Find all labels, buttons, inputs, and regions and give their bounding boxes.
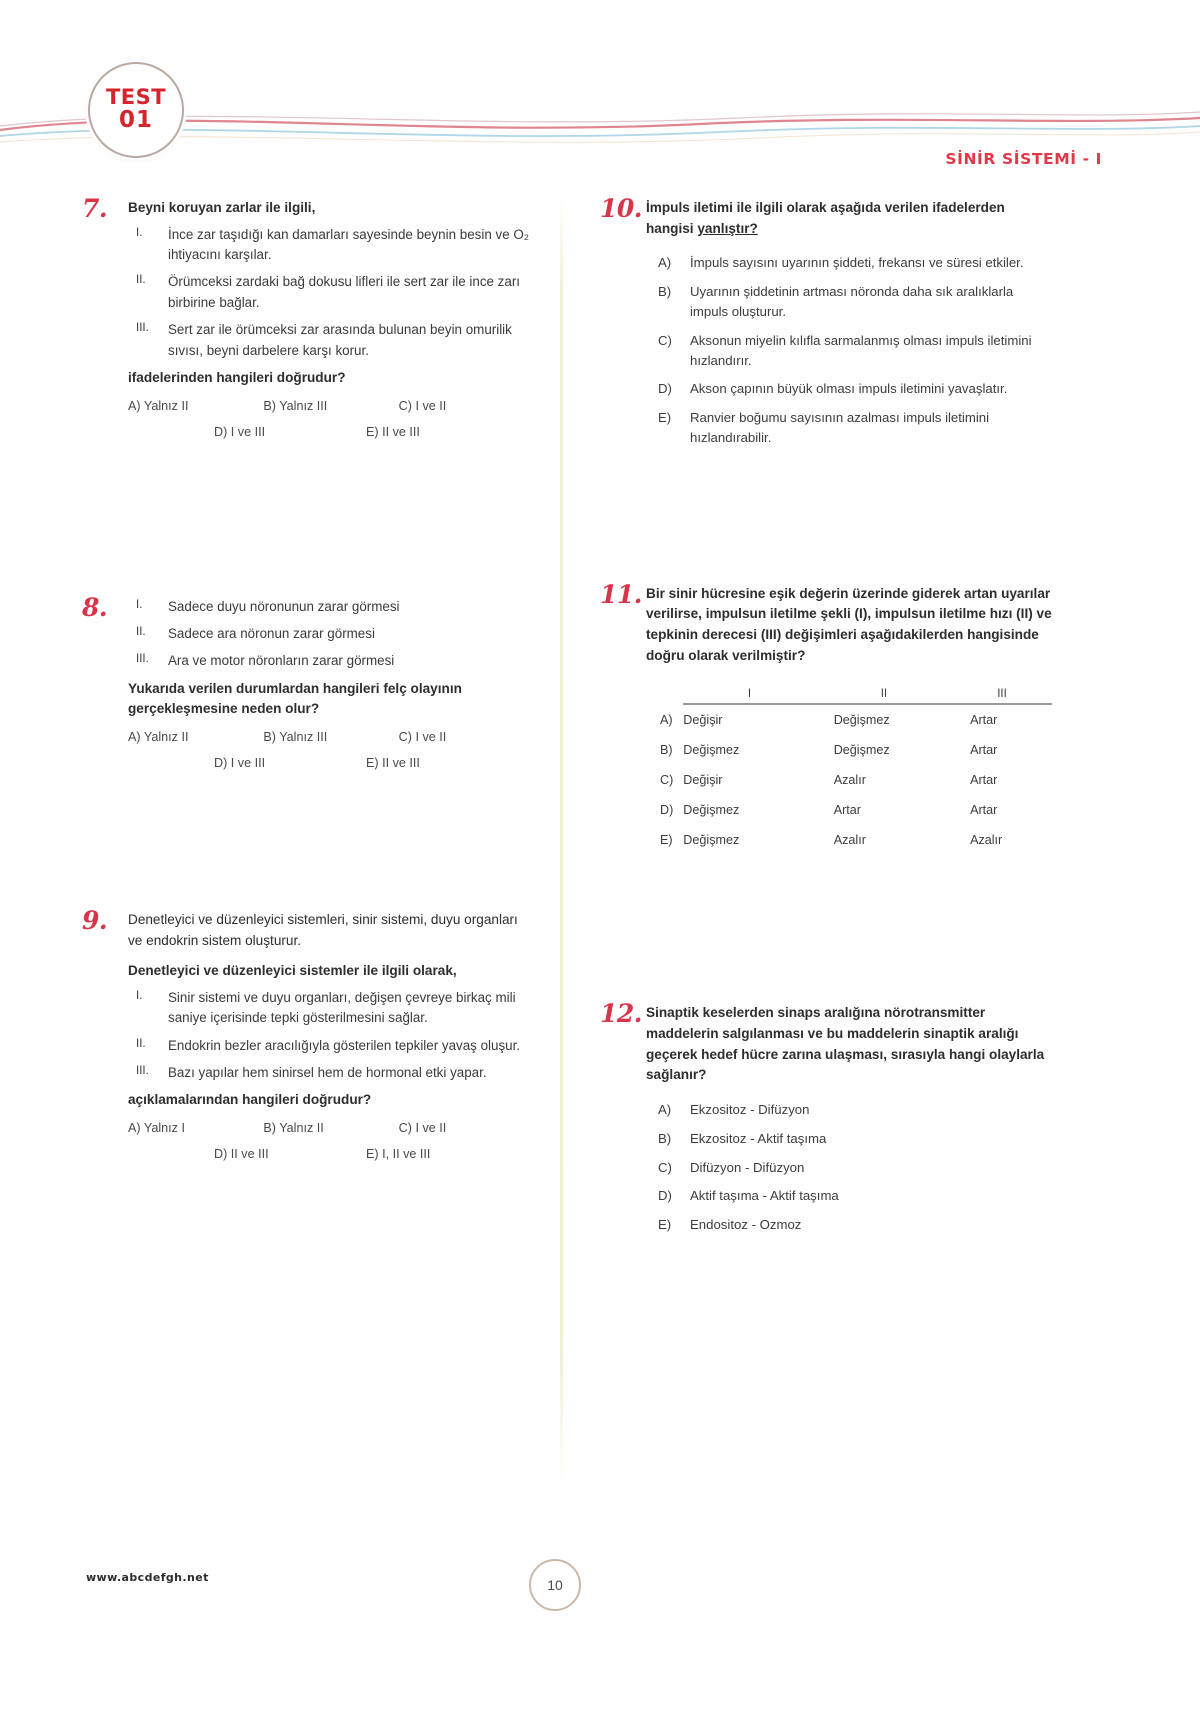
question-10-stem — [646, 198, 1052, 239]
row-label: E) — [660, 833, 673, 848]
question-9-statements — [128, 988, 534, 1084]
cell-i: Değişir — [683, 773, 723, 788]
statement-item — [128, 624, 534, 644]
roman-numeral: I. — [136, 989, 143, 1002]
table-header-iii: III — [952, 688, 1052, 704]
choice-label: A) — [658, 1101, 672, 1117]
statement-text: Sadece ara nöronun zarar görmesi — [168, 625, 375, 641]
table-header-ii: II — [816, 688, 952, 704]
choice-option-d[interactable] — [646, 1186, 1052, 1206]
choice-label: D) — [658, 1188, 672, 1204]
question-9-choices — [128, 1121, 534, 1161]
cell-ii: Azalır — [833, 773, 866, 788]
cell-ii: Artar — [833, 803, 861, 818]
question-11 — [600, 579, 1052, 856]
choice-label: A) — [658, 255, 672, 271]
choice-text: İmpuls sayısını uyarının şiddeti, frekansı ve süresi etkiler. — [690, 255, 1024, 271]
choice-option-b[interactable] — [646, 1129, 1052, 1149]
choice-option-e[interactable]: E) II ve III — [366, 424, 420, 439]
choice-option-a[interactable]: A) Yalnız II — [128, 398, 189, 413]
question-11-number: 11. — [600, 579, 642, 609]
choice-option-c[interactable] — [646, 1158, 1052, 1178]
question-11-stem: Bir sinir hücresine eşik değerin üzerinde giderek artan uyarılar verilirse, impulsun iletilme şekli (I), impulsun iletilme hızı (II) ve tepkinin derecesi (III) değişimleri aşağıdakilerden hangisinde doğru olarak verilmiştir? — [646, 585, 1052, 663]
row-label: A) — [660, 712, 673, 727]
statement-item — [128, 272, 534, 313]
cell-i: Değişmez — [683, 803, 740, 818]
question-10-stem-emphasis: yanlıştır? — [697, 220, 758, 236]
choice-text: Akson çapının büyük olması impuls iletimini yavaşlatır. — [690, 381, 1008, 397]
choice-text: Difüzyon - Difüzyon — [690, 1159, 805, 1175]
statement-text: Ara ve motor nöronların zarar görmesi — [168, 653, 395, 669]
question-12-stem: Sinaptik keselerden sinaps aralığına nörotransmitter maddelerin salgılanması ve bu maddelerin sinaptik aralığı geçerek hedef hücre zarına ulaşması, sırasıyla hangi olaylarla sağlanır? — [646, 1005, 1045, 1083]
choice-option-d[interactable]: D) II ve III — [214, 1147, 269, 1162]
statement-text: Sinir sistemi ve duyu organları, değişen çevreye birkaç mili saniye içerisinde tepki gösterilmesini sağlar. — [168, 989, 516, 1026]
roman-numeral: II. — [136, 274, 146, 287]
roman-numeral: I. — [136, 598, 143, 611]
table-header-i: I — [683, 688, 815, 704]
cell-ii: Değişmez — [833, 713, 890, 728]
cell-i: Değişir — [683, 713, 723, 728]
choice-option-d[interactable] — [646, 379, 1052, 399]
question-7-choices — [128, 399, 534, 439]
statement-text: Sadece duyu nöronunun zarar görmesi — [168, 598, 400, 614]
choice-text: Endositoz - Ozmoz — [690, 1217, 802, 1233]
column-divider — [560, 196, 563, 1486]
choice-option-a[interactable]: A) Yalnız II — [128, 730, 189, 744]
question-10-number: 10. — [600, 194, 642, 223]
choice-label: D) — [658, 381, 672, 397]
choice-text: Ranvier boğumu sayısının azalması impuls iletimini hızlandırabilir. — [690, 410, 990, 445]
left-column — [82, 194, 534, 1162]
question-11-answer-table — [658, 688, 1052, 855]
unit-title: SİNİR SİSTEMİ - I — [945, 150, 1102, 168]
cell-i: Değişmez — [683, 833, 740, 848]
question-9-number: 9. — [82, 906, 108, 935]
question-7 — [82, 194, 534, 439]
question-8-choices — [128, 730, 534, 770]
choice-label: B) — [658, 284, 672, 300]
question-10-choices — [646, 253, 1052, 447]
choice-label: B) — [658, 1130, 672, 1146]
website-url: www.abcdefgh.net — [86, 1571, 209, 1584]
row-label: C) — [660, 773, 674, 788]
question-8-statements — [128, 597, 534, 672]
question-9-closing: açıklamalarından hangileri doğrudur? — [128, 1092, 372, 1108]
question-7-number: 7. — [82, 194, 108, 223]
choice-option-b[interactable]: B) Yalnız II — [263, 1121, 324, 1136]
page-number: 10 — [529, 1559, 581, 1611]
question-7-closing: ifadelerinden hangileri doğrudur? — [128, 369, 346, 385]
statement-item — [128, 225, 534, 266]
choice-option-e[interactable]: E) II ve III — [366, 756, 420, 770]
cell-iii: Artar — [970, 773, 998, 788]
test-badge-word: TEST — [105, 85, 167, 110]
choice-option-a[interactable] — [646, 1100, 1052, 1120]
table-row[interactable] — [658, 735, 1052, 765]
statement-item — [128, 1036, 534, 1056]
question-9 — [82, 906, 534, 1162]
roman-numeral: III. — [136, 1065, 149, 1078]
choice-option-c[interactable] — [646, 331, 1052, 371]
choice-option-c[interactable]: C) I ve II — [398, 398, 447, 413]
test-badge-number: 01 — [118, 107, 153, 134]
roman-numeral: III. — [136, 322, 149, 335]
test-badge — [88, 62, 184, 158]
cell-ii: Değişmez — [833, 743, 890, 758]
statement-item — [128, 988, 534, 1029]
right-column — [600, 194, 1052, 1244]
row-label: B) — [660, 743, 673, 758]
statement-text: İnce zar taşıdığı kan damarları sayesinde beynin besin ve O₂ ihtiyacını karşılar. — [168, 226, 529, 263]
choice-option-d[interactable]: D) I ve III — [214, 756, 266, 770]
cell-i: Değişmez — [683, 743, 740, 758]
question-10-stem-text: İmpuls iletimi ile ilgili olarak aşağıda verilen ifadelerden hangisi — [646, 200, 1005, 236]
choice-option-b[interactable]: B) Yalnız III — [263, 730, 328, 744]
choice-option-e[interactable] — [646, 1215, 1052, 1235]
choice-option-a[interactable]: A) Yalnız I — [128, 1121, 185, 1136]
roman-numeral: II. — [136, 625, 146, 638]
statement-text: Endokrin bezler aracılığıyla gösterilen tepkiler yavaş oluşur. — [168, 1037, 521, 1053]
question-8-number: 8. — [82, 592, 108, 622]
choice-option-d[interactable]: D) I ve III — [214, 424, 266, 439]
statement-text: Sert zar ile örümceksi zar arasında bulunan beyin omurilik sıvısı, beyni darbelere karşı korur. — [168, 322, 512, 358]
choice-text: Aksonun miyelin kılıfla sarmalanmış olması impuls iletimini hızlandırır. — [690, 332, 1032, 368]
table-row[interactable] — [658, 704, 1052, 735]
question-7-statements — [128, 225, 534, 361]
question-12-number: 12. — [600, 999, 642, 1029]
statement-text: Örümceksi zardaki bağ dokusu lifleri ile sert zar ile ince zarı birbirine bağlar. — [168, 274, 521, 310]
statement-text: Bazı yapılar hem sinirsel hem de hormonal etki yapar. — [168, 1065, 487, 1081]
statement-item — [128, 320, 534, 361]
roman-numeral: II. — [136, 1037, 146, 1050]
cell-iii: Artar — [970, 743, 998, 758]
choice-option-c[interactable]: C) I ve II — [398, 1121, 447, 1136]
question-12 — [600, 999, 1052, 1235]
cell-ii: Azalır — [833, 833, 866, 848]
statement-item — [128, 1063, 534, 1083]
choice-option-b[interactable] — [646, 282, 1052, 322]
question-9-stem: Denetleyici ve düzenleyici sistemler ile ilgili olarak, — [128, 963, 457, 979]
cell-iii: Artar — [970, 803, 998, 818]
choice-option-a[interactable] — [646, 253, 1052, 273]
roman-numeral: III. — [136, 653, 149, 666]
choice-option-b[interactable]: B) Yalnız III — [263, 398, 328, 413]
choice-option-e[interactable]: E) I, II ve III — [366, 1147, 431, 1162]
row-label: D) — [660, 803, 674, 818]
choice-label: C) — [658, 1159, 672, 1175]
question-8-closing: Yukarıda verilen durumlardan hangileri felç olayının gerçekleşmesine neden olur? — [128, 680, 462, 717]
choice-label: C) — [658, 332, 672, 348]
question-8 — [82, 592, 534, 770]
statement-item — [128, 651, 534, 671]
choice-option-c[interactable]: C) I ve II — [398, 730, 447, 744]
roman-numeral: I. — [136, 226, 143, 239]
question-7-stem: Beyni koruyan zarlar ile ilgili, — [128, 200, 316, 215]
table-row[interactable] — [658, 825, 1052, 855]
question-12-choices — [646, 1100, 1052, 1235]
cell-iii: Azalır — [970, 833, 1003, 848]
table-header-blank — [658, 688, 683, 704]
choice-text: Ekzositoz - Difüzyon — [690, 1101, 810, 1117]
choice-label: E) — [658, 1217, 672, 1233]
choice-text: Uyarının şiddetinin artması nöronda daha sık aralıklarla impuls oluşturur. — [690, 284, 1014, 319]
choice-option-e[interactable] — [646, 408, 1052, 448]
choice-label: E) — [658, 410, 672, 426]
cell-iii: Artar — [970, 713, 998, 728]
table-header-row — [658, 688, 1052, 704]
statement-item — [128, 597, 534, 617]
choice-text: Aktif taşıma - Aktif taşıma — [690, 1188, 839, 1204]
table-row[interactable] — [658, 795, 1052, 825]
question-9-intro: Denetleyici ve düzenleyici sistemleri, sinir sistemi, duyu organları ve endokrin sistem oluşturur. — [128, 912, 518, 948]
choice-text: Ekzositoz - Aktif taşıma — [690, 1130, 827, 1146]
table-row[interactable] — [658, 765, 1052, 795]
question-10 — [600, 194, 1052, 448]
